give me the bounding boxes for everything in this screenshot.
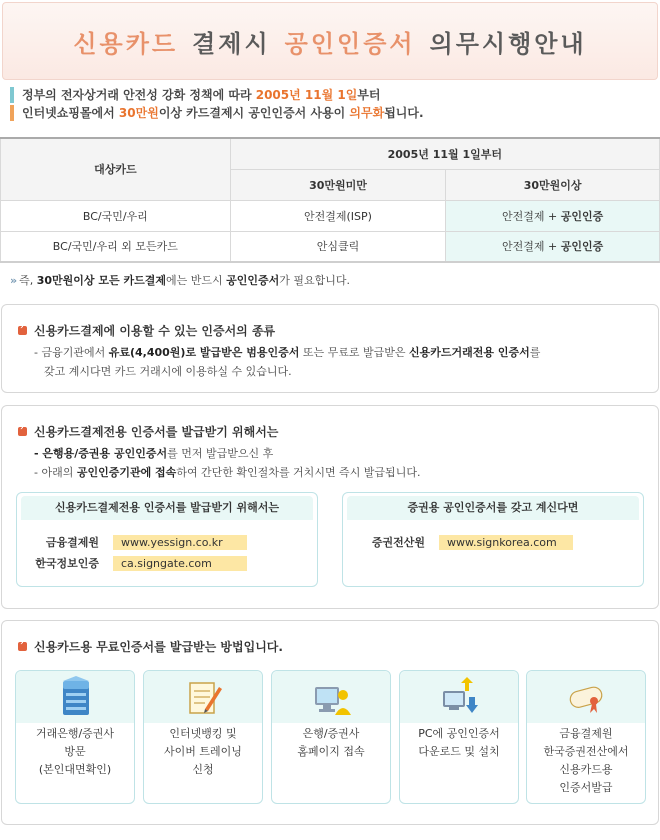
site-row: 증권전산원 www.signkorea.com [335, 535, 635, 551]
title-part-credit-card: 신용카드 [73, 28, 179, 58]
form-pencil-icon [185, 675, 223, 719]
server-stack-icon [57, 675, 95, 719]
section-body: - 금융기관에서 유료(4,400원)로 발급받은 범용인증서 또는 무료로 발급받은 신용카드거래전용 인증서를 갖고 계시다면 카드 거래시에 이용하실 수 있습니다. [34, 346, 541, 378]
table-row: BC/국민/우리 외 모든카드 안심클릭 안전결제 + 공인인증 [1, 231, 660, 262]
step-label: 금융결제원 한국증권전산에서 신용카드용 인증서발급 [543, 727, 629, 794]
bullet-icon [18, 326, 27, 335]
section-title: ›신용카드결제에 이용할 수 있는 인증서의 종류 [18, 322, 275, 339]
title-part-certificate: 공인인증서 [284, 28, 416, 58]
bullet-icon [18, 427, 27, 436]
section-title: ›신용카드결제전용 인증서를 발급받기 위해서는 [18, 423, 278, 440]
notice-line-2: 인터넷쇼핑몰에서 30만원이상 카드결제시 공인인증서 사용이 의무화됩니다. [8, 104, 648, 122]
section-title: ›신용카드용 무료인증서를 발급받는 방법입니다. [18, 638, 283, 655]
step-label: 거래은행/증권사 방문 (본인대면확인) [35, 727, 115, 776]
step-label: PC에 공인인증서 다운로드 및 설치 [418, 727, 500, 758]
site-url-link[interactable]: ca.signgate.com [113, 556, 247, 571]
summary-note: » 즉, 30만원이상 모든 카드결제에는 반드시 공인인증서가 필요합니다. [10, 274, 350, 287]
bullet-icon [18, 642, 27, 651]
header-over-300k: 30만원이상 [446, 169, 660, 200]
title-part-payment: 결제시 [192, 28, 271, 58]
step-apply-online [143, 670, 263, 804]
step-label: 인터넷뱅킹 및 사이버 트레이닝 신청 [164, 727, 242, 776]
section-certificate-types [1, 304, 659, 393]
step-label: 은행/증권사 홈페이지 접속 [297, 727, 365, 758]
header-date: 2005년 11월 1일부터 [230, 138, 659, 169]
notice [8, 86, 648, 122]
computer-user-icon [313, 675, 351, 719]
step-visit-bank [15, 670, 135, 804]
site-url-link[interactable]: www.yessign.co.kr [113, 535, 247, 550]
certificate-scroll-icon [568, 675, 606, 719]
table-row: BC/국민/우리 안전결제(ISP) 안전결제 + 공인인증 [1, 200, 660, 231]
notice-line-1: 정부의 전자상거래 안전성 강화 정책에 따라 2005년 11월 1일부터 [8, 86, 648, 104]
header-under-300k: 30만원미만 [230, 169, 446, 200]
step-visit-homepage [271, 670, 391, 804]
step-issue-certificate [526, 670, 646, 804]
title-part-mandatory: 의무시행안내 [429, 28, 587, 58]
site-row: 금융결제원 www.yessign.co.kr [9, 535, 309, 551]
box-title: 증권용 공인인증서를 갖고 계신다면 [347, 496, 639, 520]
box-title: 신용카드결제전용 인증서를 발급받기 위해서는 [21, 496, 313, 520]
card-table [0, 137, 660, 263]
download-arrow-icon [441, 675, 479, 719]
title-banner [2, 2, 658, 80]
cert-authority-box-credit [16, 492, 318, 587]
site-row: 한국정보인증 ca.signgate.com [9, 556, 309, 572]
header-target-card: 대상카드 [1, 138, 231, 200]
section-body: - 은행용/증권용 공인인증서를 먼저 발급받으신 후 - 아래의 공인인증기관에 접속하여 간단한 확인절차를 거치시면 즉시 발급됩니다. [34, 447, 421, 479]
site-url-link[interactable]: www.signkorea.com [439, 535, 573, 550]
page-title [73, 24, 586, 59]
cert-authority-box-securities [342, 492, 644, 587]
double-arrow-icon: » [10, 274, 18, 287]
step-download-install [399, 670, 519, 804]
